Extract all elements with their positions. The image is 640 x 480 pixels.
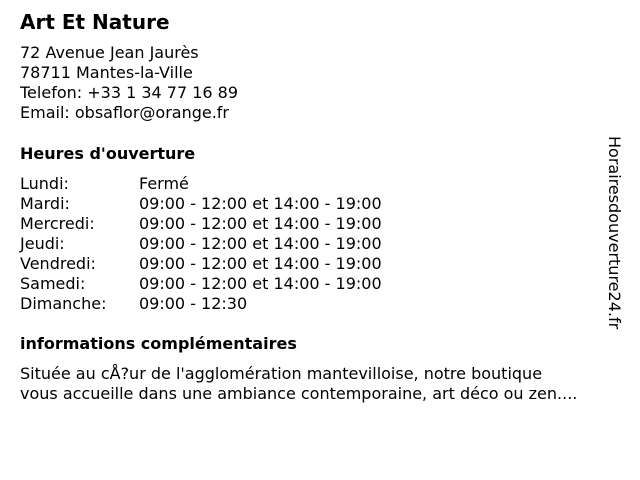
hours-row-friday	[20, 254, 382, 274]
hours-row-saturday	[20, 274, 382, 294]
site-watermark: Horairesdouverture24.fr	[605, 136, 624, 330]
time-value: 09:00 - 12:00 et 14:00 - 19:00	[139, 234, 382, 253]
time-value: 09:00 - 12:00 et 14:00 - 19:00	[139, 194, 382, 213]
phone-line: Telefon: +33 1 34 77 16 89	[20, 83, 239, 102]
store-description: Située au cÅ?ur de l'agglomération mantevilloise, notre boutique vous accueille dans une ambiance contemporaine, art déco ou zen....	[20, 364, 578, 403]
opening-hours-heading: Heures d'ouverture	[20, 144, 196, 163]
email-line: Email: obsaflor@orange.fr	[20, 103, 230, 122]
time-value: 09:00 - 12:30	[139, 294, 248, 313]
address-street: 72 Avenue Jean Jaurès	[20, 43, 199, 62]
day-label: Dimanche:	[20, 294, 107, 313]
address-city: 78711 Mantes-la-Ville	[20, 63, 193, 82]
hours-row-tuesday	[20, 194, 382, 214]
hours-row-thursday	[20, 234, 382, 254]
day-label: Mardi:	[20, 194, 70, 213]
opening-hours-table	[20, 174, 382, 314]
time-value: Fermé	[139, 174, 189, 193]
time-value: 09:00 - 12:00 et 14:00 - 19:00	[139, 214, 382, 233]
contact-block	[20, 43, 238, 123]
additional-info-heading: informations complémentaires	[20, 334, 297, 353]
store-name: Art Et Nature	[20, 10, 170, 34]
time-value: 09:00 - 12:00 et 14:00 - 19:00	[139, 254, 382, 273]
day-label: Vendredi:	[20, 254, 96, 273]
day-label: Lundi:	[20, 174, 69, 193]
day-label: Samedi:	[20, 274, 86, 293]
hours-row-wednesday	[20, 214, 382, 234]
day-label: Jeudi:	[20, 234, 65, 253]
day-label: Mercredi:	[20, 214, 95, 233]
hours-row-monday	[20, 174, 382, 194]
time-value: 09:00 - 12:00 et 14:00 - 19:00	[139, 274, 382, 293]
hours-row-sunday	[20, 294, 382, 314]
